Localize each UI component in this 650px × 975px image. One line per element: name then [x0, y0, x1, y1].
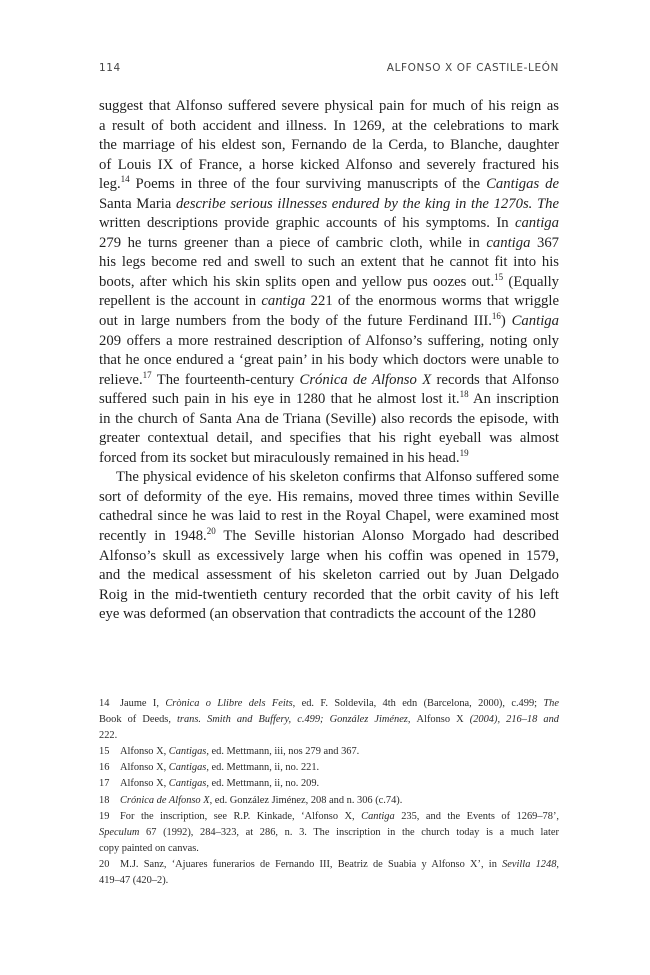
footnote-number: 17: [99, 778, 110, 790]
footnote-line: Book of Deeds, trans. Smith and Buffery, c.499; González Jiménez, Alfonso X (2004), 216–18 and: [99, 714, 559, 726]
footnote-ref: 14: [120, 174, 130, 185]
footnote-number: 19: [99, 810, 110, 822]
text-line: written descriptions provide graphic accounts of his symptoms. In cantiga: [99, 215, 559, 232]
footnote-ref: 20: [206, 526, 216, 537]
footnote-line: copy painted on canvas.: [99, 842, 199, 854]
footnote-line: 18 Crónica de Alfonso X, ed. González Jiménez, 208 and n. 306 (c.74).: [99, 793, 559, 809]
footnote-line: 419–47 (420–2).: [99, 875, 169, 887]
text-line: eye was deformed (an observation that contradicts the account of the 1280: [99, 606, 536, 623]
text-line: Santa Maria describe serious illnesses endured by the king in the 1270s. The: [99, 195, 559, 212]
footnote-line: 19 For the inscription, see R.P. Kinkade, ‘Alfonso X, Cantiga 235, and the Events of 1269–78’,: [99, 809, 559, 825]
footnote-line: 16 Alfonso X, Cantigas, ed. Mettmann, ii, no. 221.: [99, 760, 559, 776]
footnote: [99, 793, 559, 809]
footnote-line: 222.: [99, 730, 118, 742]
footnote: [99, 760, 559, 776]
footnote-number: 16: [99, 762, 110, 774]
footnote-ref: 16: [491, 311, 501, 322]
text-line: 209 offers a more restrained description of Alfonso’s suffering, noting only: [99, 332, 559, 349]
footnote-ref: 17: [142, 369, 152, 380]
footnote-line: 17 Alfonso X, Cantigas, ed. Mettmann, ii, no. 209.: [99, 776, 559, 792]
footnote-line: 20 M.J. Sanz, ‘Ajuares funerarios de Fernando III, Beatriz de Suabia y Alfonso X’, in Sevilla 1248,: [99, 857, 559, 873]
text-line: cathedral since he was laid to rest in the Royal Chapel, were examined most: [99, 508, 559, 525]
footnote: [99, 857, 559, 889]
text-line: out in large numbers from the body of the future Ferdinand III.$^{16}$) Cantiga: [99, 311, 559, 330]
text-line: Alfonso’s skull as excessively large when his coffin was opened in 1579,: [99, 547, 559, 564]
footnote-number: 20: [99, 858, 110, 870]
footnote-number: 14: [99, 698, 110, 709]
text-line: in the church of Santa Ana de Triana (Seville) also records the episode, with: [99, 410, 559, 427]
footnote-line: Speculum 67 (1992), 284–323, at 286, n. 3. The inscription in the church today is a much later: [99, 826, 559, 838]
text-line: 279 he turns greener than a piece of cambric cloth, while in cantiga 367: [99, 234, 560, 251]
footnote-ref: 18: [459, 389, 469, 400]
text-line: The physical evidence of his skeleton confirms that Alfonso suffered some: [116, 469, 559, 486]
text-line: repellent is the account in cantiga 221 of the enormous worms that wriggle: [99, 293, 559, 310]
text-line: forced from its socket but miraculously remained in his head.$^{19}$: [99, 447, 469, 466]
page-number: 114: [99, 62, 121, 74]
text-line: the marriage of his eldest son, Fernando de la Cerda, to Blanche, daughter: [99, 137, 559, 154]
text-line: his legs become red and swell to such an extent that he cannot fit into his: [99, 254, 559, 271]
text-line: greater contextual detail, and specifies that his right eyeball was almost: [99, 430, 559, 447]
footnote-ref: 19: [459, 447, 469, 458]
footnote-number: 15: [99, 746, 110, 758]
footnote-ref: 15: [494, 271, 504, 282]
main-text: [99, 97, 559, 625]
footnote-number: 18: [99, 794, 110, 806]
running-title: ALFONSO X OF CASTILE-LEÓN: [386, 62, 559, 74]
text-line: a result of both accident and illness. In 1269, at the celebrations to mark: [99, 117, 559, 134]
text-line: suffered such pain in his eye in 1280 that he almost lost it.$^{18}$ An inscription: [99, 389, 559, 408]
footnote-line: 15 Alfonso X, Cantigas, ed. Mettmann, iii, nos 279 and 367.: [99, 744, 559, 760]
footnote: [99, 776, 559, 792]
text-line: and the medical assessment of his skeleton carried out by Juan Delgado: [99, 567, 559, 584]
text-line: relieve.$^{17}$ The fourteenth-century Crónica de Alfonso X records that Alfonso: [99, 369, 559, 388]
text-line: boots, after which his skin splits open and yellow pus oozes out.$^{15}$ (Equally: [99, 271, 560, 290]
text-line: sort of deformity of the eye. His remains, moved three times within Seville: [99, 488, 559, 505]
footnote-line: 14 Jaume I, Crònica o Llibre dels Feits, ed. F. Soldevila, 4th edn (Barcelona, 2000), c.499; The: [99, 696, 559, 712]
footnote: [99, 809, 559, 857]
text-line: leg.$^{14}$ Poems in three of the four surviving manuscripts of the Cantigas de: [99, 174, 559, 193]
footnote: [99, 696, 559, 744]
text-line: recently in 1948.20 The Seville historian Alonso Morgado had described: [99, 526, 559, 545]
text-line: of Louis IX of France, a horse kicked Alfonso and severely fractured his: [99, 156, 559, 173]
footnotes: [99, 696, 559, 889]
running-header: [99, 62, 559, 76]
footnote: [99, 744, 559, 760]
text-line: that he once endured a ‘great pain’ in his body which doctors were unable to: [99, 352, 559, 369]
text-line: suggest that Alfonso suffered severe physical pain for much of his reign as: [99, 98, 559, 114]
text-line: Roig in the mid-twentieth century recorded that the orbit cavity of his left: [99, 586, 559, 603]
